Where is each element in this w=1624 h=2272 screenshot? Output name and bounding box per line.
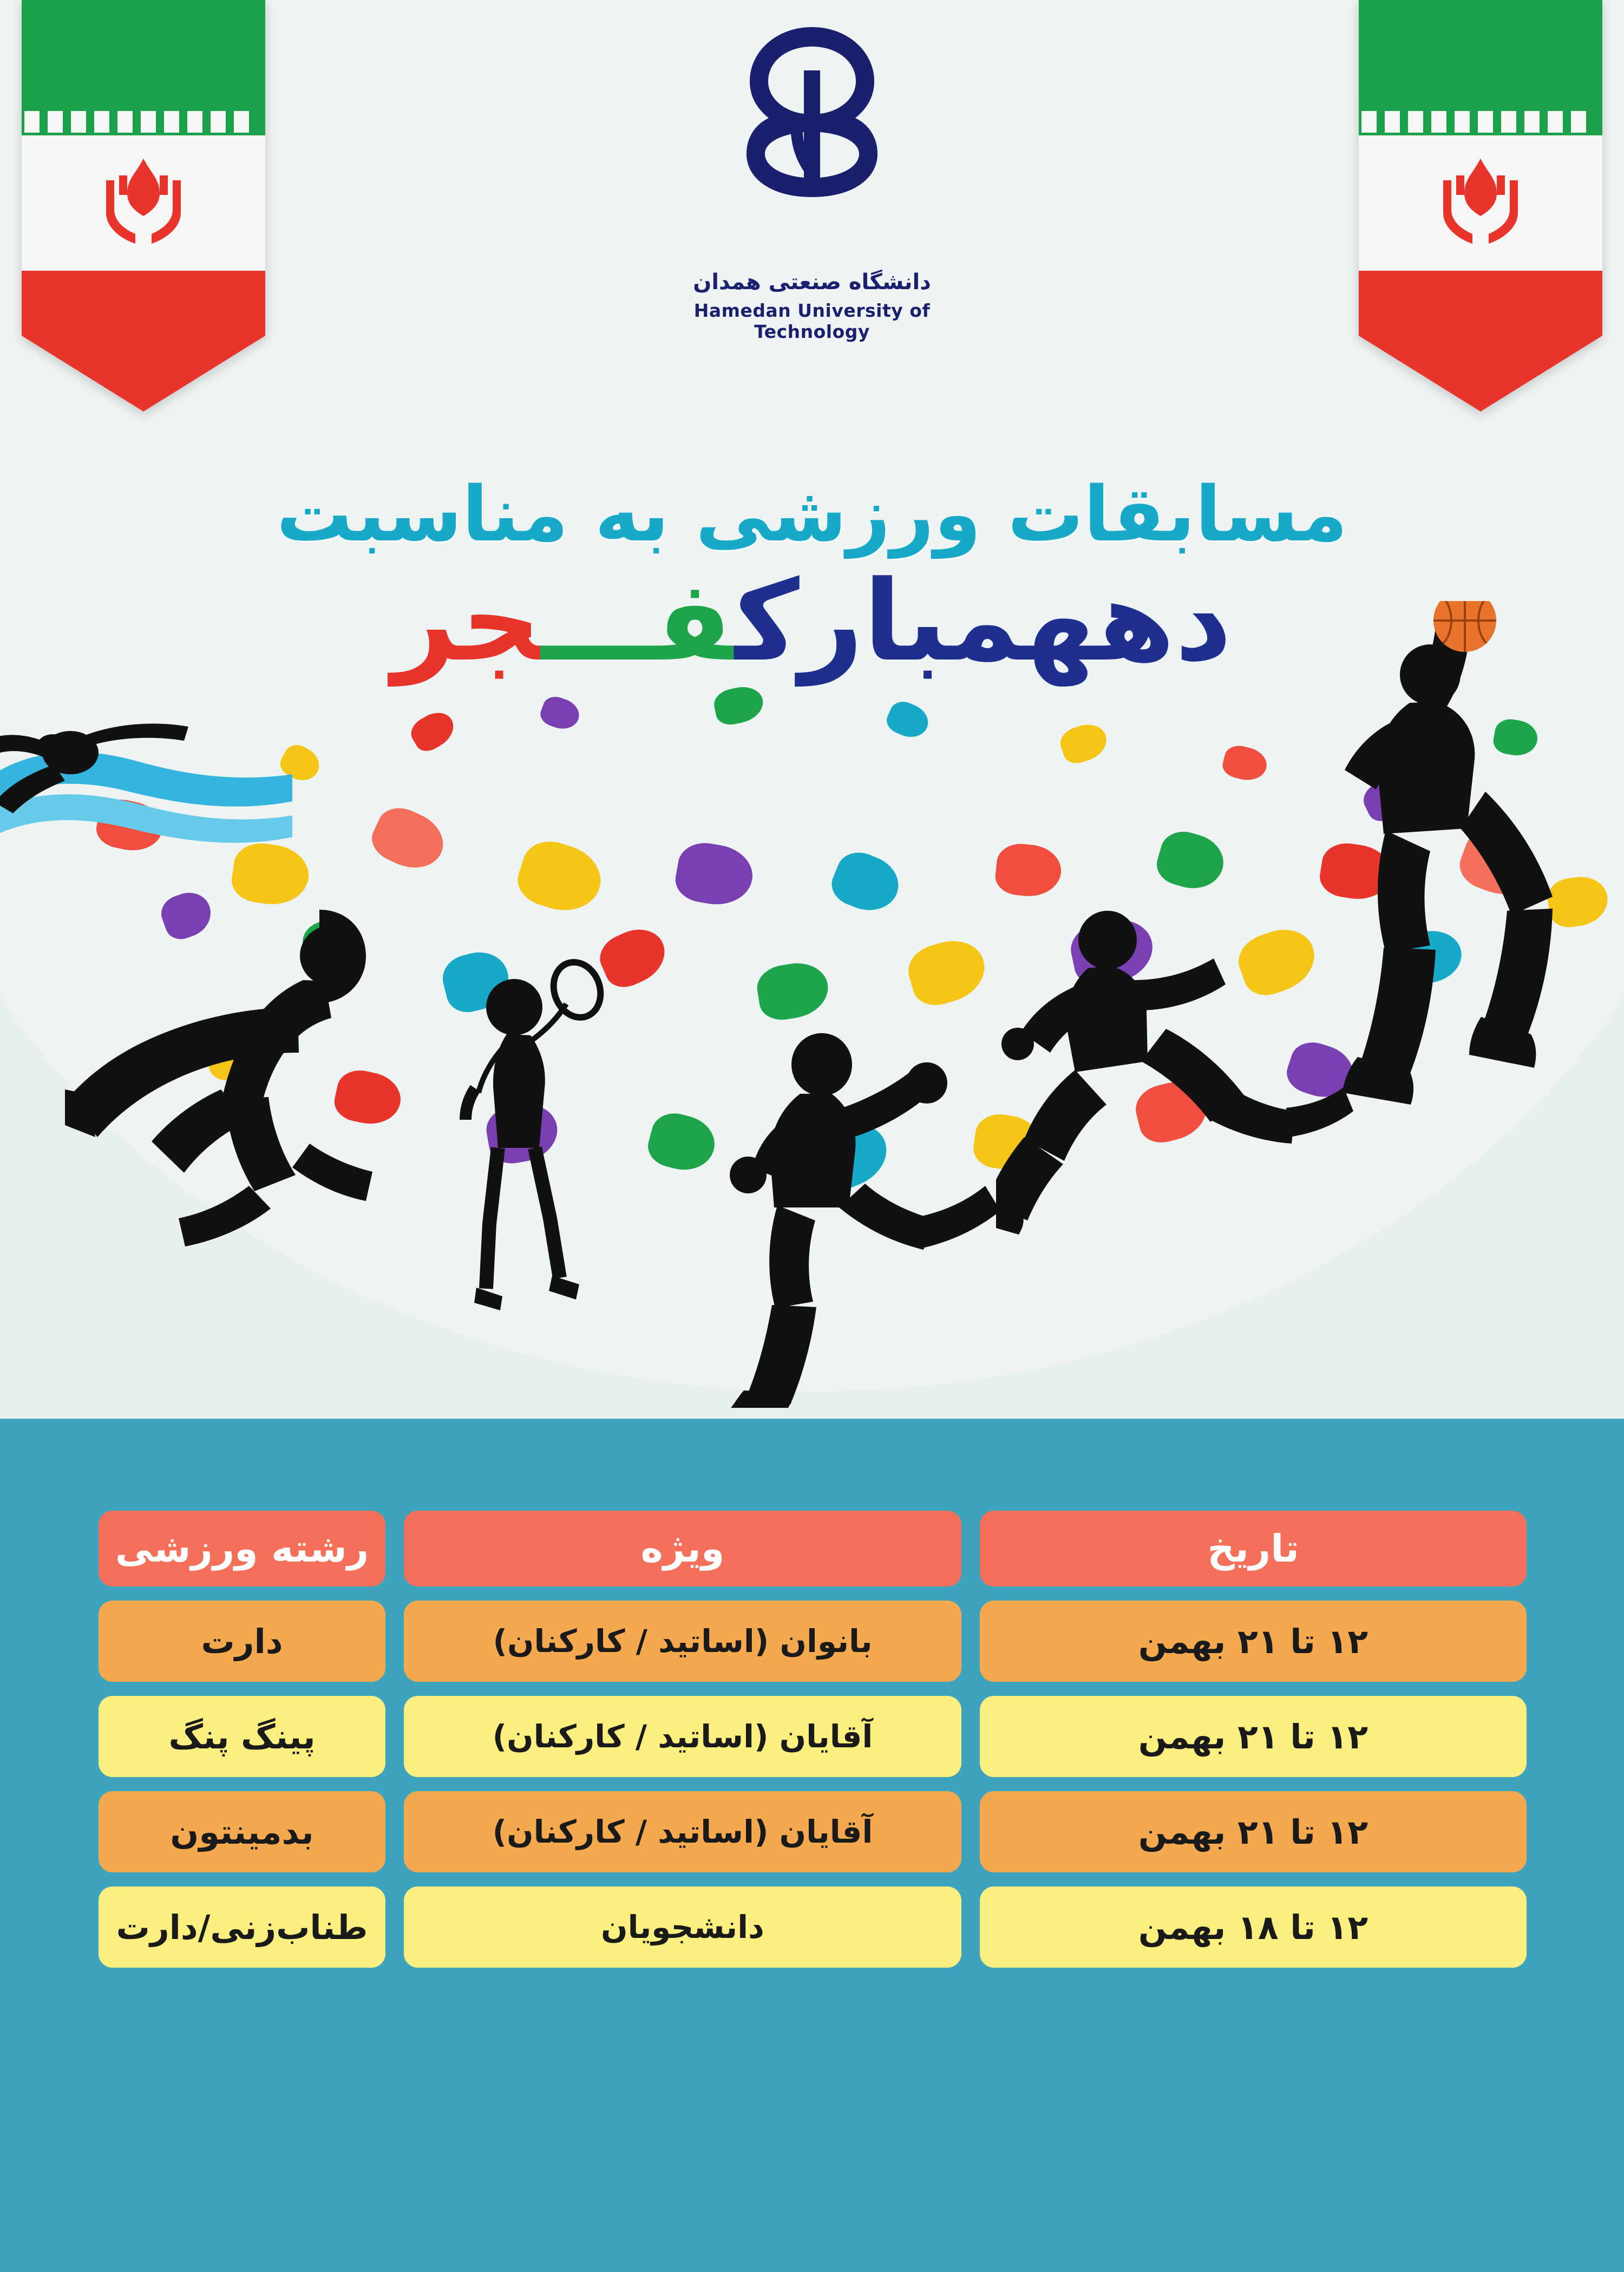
headline-word-jr: جر — [392, 557, 541, 686]
cell-sport: بدمینتون — [99, 1791, 385, 1872]
cell-who: آقایان (اساتید / کارکنان) — [404, 1696, 961, 1777]
cell-who: بانوان (اساتید / کارکنان) — [404, 1601, 961, 1682]
iran-flag-ribbon-right — [1359, 0, 1602, 433]
cell-date: ۱۲ تا ۲۱ بهمن — [980, 1696, 1527, 1777]
headline-word-fa: فـــ — [541, 557, 735, 686]
cell-date: ۱۲ تا ۱۸ بهمن — [980, 1886, 1527, 1968]
headline-word-mobarak: مبارک — [735, 557, 1025, 686]
headline-word-dahe: دهه — [1024, 557, 1232, 686]
cell-sport: طناب‌زنی/دارت — [99, 1886, 385, 1968]
logo-caption-en: Hamedan University of Technology — [693, 300, 931, 342]
table-header-row — [97, 1511, 1527, 1587]
karate-kick-silhouette — [65, 845, 476, 1258]
header-date: تاریخ — [980, 1511, 1527, 1587]
table-row — [97, 1696, 1527, 1777]
table-row — [97, 1886, 1527, 1968]
university-logo-block — [644, 16, 980, 342]
schedule-table — [97, 1511, 1527, 1982]
cell-date: ۱۲ تا ۲۱ بهمن — [980, 1601, 1527, 1682]
iran-flag-ribbon-left — [22, 0, 265, 433]
headline-line-1: مسابقات ورزشی به مناسبت — [276, 471, 1348, 559]
cell-who: آقایان (اساتید / کارکنان) — [404, 1791, 961, 1872]
cell-who: دانشجویان — [404, 1886, 961, 1968]
kickboxer-silhouette — [677, 1018, 1012, 1410]
table-row — [97, 1601, 1527, 1682]
headline-line-2 — [0, 557, 1624, 686]
headline-block — [0, 471, 1624, 686]
university-crest-icon — [690, 16, 934, 265]
header-sport: رشته ورزشی — [99, 1511, 385, 1587]
header-who: ویژه — [404, 1511, 961, 1587]
cell-sport: پینگ پنگ — [99, 1696, 385, 1777]
badminton-player-silhouette — [444, 953, 671, 1345]
cell-date: ۱۲ تا ۲۱ بهمن — [980, 1791, 1527, 1872]
logo-caption-fa: دانشگاه صنعتی همدان — [693, 270, 931, 295]
cell-sport: دارت — [99, 1601, 385, 1682]
table-row — [97, 1791, 1527, 1872]
